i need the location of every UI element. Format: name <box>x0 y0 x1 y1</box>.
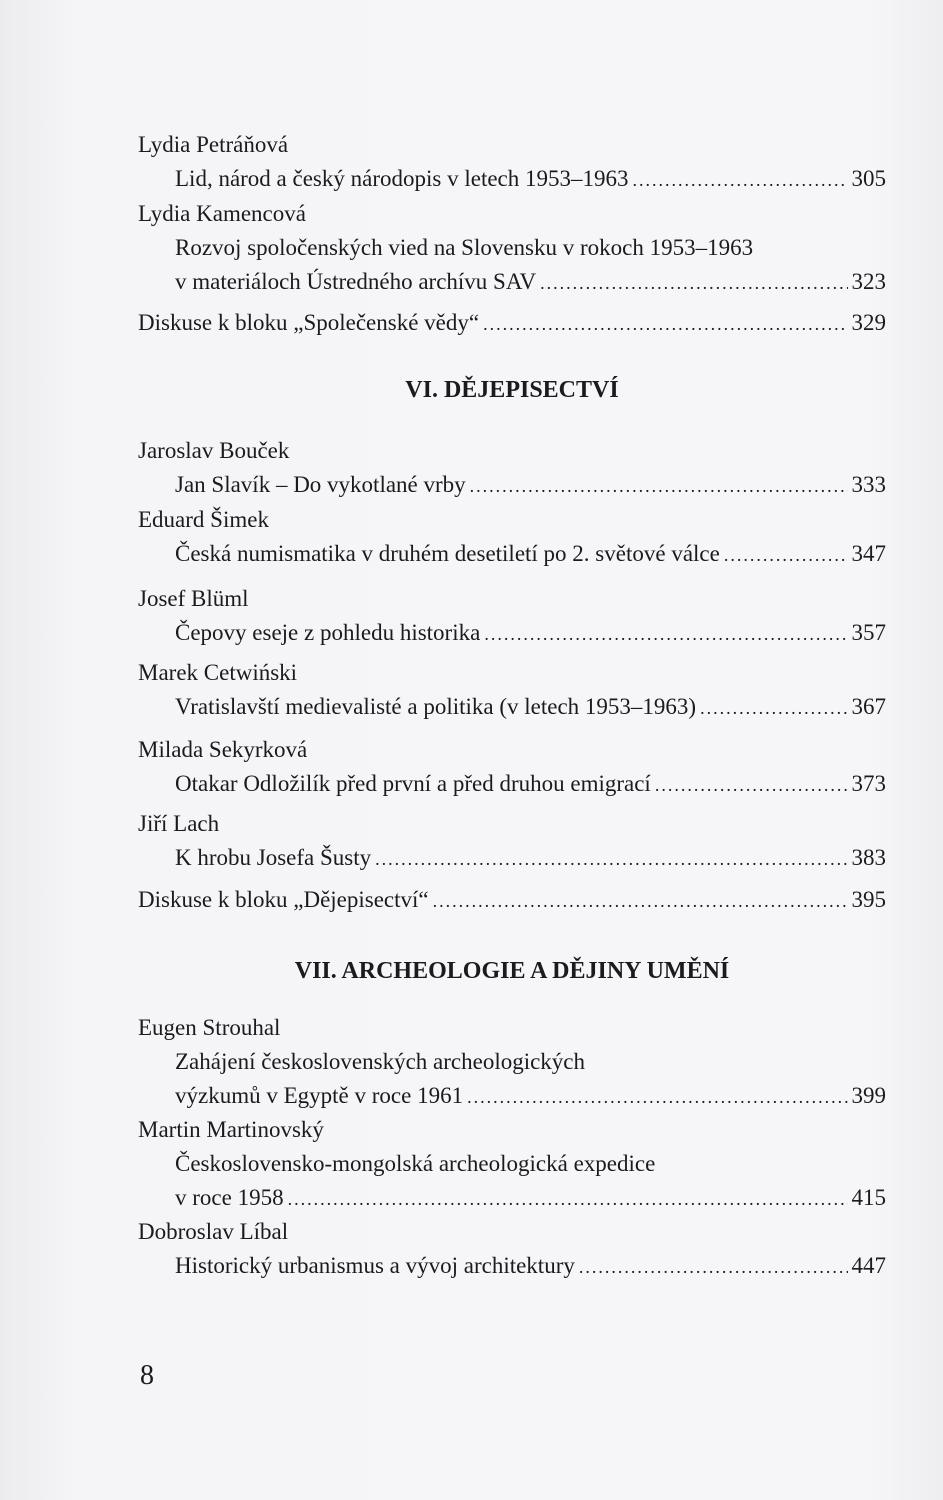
entry-page-number: 447 <box>851 1253 886 1278</box>
leader-dots <box>724 538 848 572</box>
toc-entry <box>138 807 886 876</box>
entry-page-number: 383 <box>851 845 886 870</box>
leader-dots <box>484 617 847 651</box>
entry-title-line <box>138 162 886 197</box>
entry-title-line <box>138 1249 886 1284</box>
entry-title-line <box>138 841 886 876</box>
entry-page-number: 399 <box>851 1083 886 1108</box>
entry-title: K hrobu Josefa Šusty <box>175 845 372 870</box>
toc-entry <box>138 1215 886 1284</box>
entry-title: Diskuse k bloku „Společenské vědy“ <box>138 310 480 335</box>
entry-title: výzkumů v Egyptě v roce 1961 <box>175 1083 464 1108</box>
entry-title-line <box>138 1079 886 1114</box>
entry-author: Josef Blüml <box>138 586 249 611</box>
entry-author: Eduard Šimek <box>138 507 269 532</box>
leader-dots <box>467 1080 847 1114</box>
entry-title: Diskuse k bloku „Dějepisectví“ <box>138 887 429 912</box>
toc-entry <box>138 1011 886 1114</box>
entry-title: Zahájení československých archeologických <box>175 1049 586 1074</box>
entry-title: Historický urbanismus a vývoj architektury <box>175 1253 575 1278</box>
toc-entry <box>138 733 886 802</box>
entry-author: Lydia Petráňová <box>138 132 289 157</box>
entry-title-line <box>138 1045 886 1079</box>
entry-title: Lid, národ a český národopis v letech 1953–1963 <box>175 166 629 191</box>
entry-page-number: 367 <box>851 694 886 719</box>
entry-title-line <box>138 616 886 651</box>
entry-page-number: 329 <box>851 310 886 335</box>
entry-author: Martin Martinovský <box>138 1117 324 1142</box>
leader-dots <box>540 266 847 300</box>
leader-dots <box>579 1250 848 1284</box>
toc-entry <box>138 883 886 918</box>
entry-title-line <box>138 883 886 918</box>
entry-title: Jan Slavík – Do vykotlané vrby <box>175 472 466 497</box>
section-heading: VII. ARCHEOLOGIE A DĚJINY UMĚNÍ <box>294 958 730 984</box>
entry-page-number: 305 <box>851 166 886 191</box>
section-heading: VI. DĚJEPISECTVÍ <box>405 377 619 403</box>
entry-title: Rozvoj spoločenských vied na Slovensku v rokoch 1953–1963 <box>175 235 754 260</box>
entry-title-line <box>138 767 886 802</box>
entry-title: Vratislavští medievalisté a politika (v letech 1953–1963) <box>175 694 697 719</box>
leader-dots <box>700 691 847 725</box>
entry-author: Dobroslav Líbal <box>138 1219 289 1244</box>
leader-dots <box>470 469 848 503</box>
leader-dots <box>483 307 847 341</box>
entry-title: Česká numismatika v druhém desetiletí po 2. světové válce <box>175 541 720 566</box>
entry-author: Marek Cetwiński <box>138 660 298 685</box>
entry-page-number: 323 <box>851 269 886 294</box>
entry-author: Lydia Kamencová <box>138 201 306 226</box>
entry-author: Jaroslav Bouček <box>138 438 290 463</box>
leader-dots <box>655 768 848 802</box>
entry-title-line <box>138 537 886 572</box>
entry-page-number: 347 <box>851 541 886 566</box>
entry-author: Jiří Lach <box>138 811 220 836</box>
entry-title: Čepovy eseje z pohledu historika <box>175 620 481 645</box>
entry-title-line <box>138 690 886 725</box>
entry-title: Československo-mongolská archeologická expedice <box>175 1151 656 1176</box>
toc-entry <box>138 656 886 725</box>
entry-author: Milada Sekyrková <box>138 737 308 762</box>
entry-title: v materiáloch Ústredného archívu SAV <box>175 269 537 294</box>
entry-title-line <box>138 1147 886 1181</box>
toc-entry <box>138 1113 886 1216</box>
entry-title-line <box>138 265 886 300</box>
leader-dots <box>433 884 848 918</box>
toc-entry <box>138 503 886 572</box>
leader-dots <box>375 842 847 876</box>
entry-page-number: 357 <box>851 620 886 645</box>
toc-entry <box>138 128 886 197</box>
entry-title: Otakar Odložilík před první a před druhou emigrací <box>175 771 651 796</box>
toc-entry <box>138 582 886 651</box>
leader-dots <box>633 163 848 197</box>
leader-dots <box>288 1182 848 1216</box>
entry-title-line <box>138 468 886 503</box>
toc-entry <box>138 434 886 503</box>
entry-page-number: 373 <box>851 771 886 796</box>
toc-entry <box>138 306 886 341</box>
entry-page-number: 395 <box>851 887 886 912</box>
entry-title: v roce 1958 <box>175 1185 284 1210</box>
entry-title-line <box>138 1181 886 1216</box>
page-number: 8 <box>140 1360 154 1391</box>
entry-page-number: 333 <box>851 472 886 497</box>
entry-title-line <box>138 306 886 341</box>
entry-page-number: 415 <box>851 1185 886 1210</box>
toc-entry <box>138 197 886 300</box>
entry-title-line <box>138 231 886 265</box>
entry-author: Eugen Strouhal <box>138 1015 281 1040</box>
